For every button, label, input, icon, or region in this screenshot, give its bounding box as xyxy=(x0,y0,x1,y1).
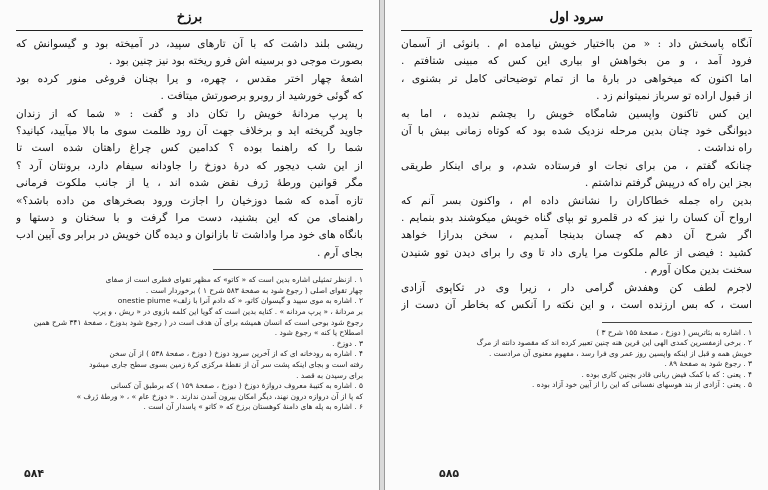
footnote-line: ۳ . دوزخ . xyxy=(332,338,363,348)
text-line: کشید : فیضی از عالم ملکوت مرا یاری داد تا وی را برای دیدن توو شنیدن xyxy=(401,246,752,259)
text-line: که گوئی خورشید از روبرو برصورتش میتافت . xyxy=(160,90,363,103)
text-line: چنانکه گفتم ، من برای نجات او فرستاده شدم، و برای اینکار طریقی xyxy=(401,159,752,172)
text-line: راهنمای من که این بشنید، دست مرا گرفت و با سخنان و دستها و xyxy=(16,212,363,225)
footnote-line: ۲ . اشاره به موی سپید و گیسوان کاتو، « که دادم آنرا با زلف» onestie piume xyxy=(117,296,363,306)
text-line: اشعهٔ چهار اختر مقدس ، چهره، و یرا بچنان فروغی منور کرده بود xyxy=(16,72,363,85)
text-line: تازه آمده که شما دوزخیان را اجازت ورود بصخرهای من داده باشد؟» xyxy=(16,194,363,207)
left-page-body xyxy=(16,36,363,413)
text-line: شما را که راهنما بوده ؟ کدامین کس چراغ راهتان شده است تا xyxy=(16,142,363,155)
text-line: جاوید گریخته اید و برخلاف جهت آن رود ظلمت سوی ما بالا میآیید، کیانید؟ xyxy=(16,125,363,138)
left-page xyxy=(0,0,380,490)
text-line: است ، که بس ارزنده است ، و این نکته را آنکس که بخاطر آن دست از xyxy=(401,299,752,312)
text-line: اما اکنون که میخواهی در بارهٔ ما از تمام توضیحاتی کامل تر بشنوی ، xyxy=(401,72,752,85)
right-page-body xyxy=(401,36,752,391)
text-line: راه نداشت . xyxy=(697,142,752,155)
text-line: مگر قوانین ورطهٔ ژرف نقض شده اند ، یا از جانب ملکوت فرمانی xyxy=(16,177,363,190)
text-line: آنگاه پاسخش داد : « من بااختیار خویش نیامده ام . بانوئی از آسمان xyxy=(401,38,752,50)
footnote-line: اصطلاح یا کنه » رجوع شود . xyxy=(274,328,363,338)
footnote-line: ۴ . یعنی : که با کمک فیض ربانی قادر بچنین کاری بوده . xyxy=(581,369,752,379)
text-line: بجای آرم . xyxy=(316,246,363,259)
text-line: از این شب دیجور که درهٔ دوزخ را جاودانه سیفام دارد، برونتان آرد ؟ xyxy=(16,159,363,172)
text-line: این کس تاکنون واپسین شامگاه خویش را بچشم ندیده ، اما به xyxy=(401,107,752,120)
footnote-divider xyxy=(213,269,363,270)
footnote-line: رفته است و بجای اینکه پشت سر آن از نقطهٔ مرکزی کرهٔ زمین بسوی سطح جاری میشود xyxy=(89,360,363,370)
footnote-line: ۵ . یعنی : آزادی از بند هوسهای نفسانی که این را از آیین خود آزاد بوده . xyxy=(532,380,752,390)
left-page-header: برزخ xyxy=(16,8,363,31)
text-line: دیوانگی خود چنان بدین مرحله نزدیک شده بود که کوتاه زمانی بیش با آن xyxy=(401,125,752,138)
footnote-line: ۲ . برخی ازمفسرین کمدی الهی این قرین هنه چنین تعبیر کرده اند که مقصود دانته از مرگ xyxy=(476,338,752,348)
footnote-line: ۶ . اشاره به پله های دامنهٔ کوهستان برزخ که « کاتو » پاسدار آن است . xyxy=(143,402,363,412)
footnote-line: ۴ . اشاره به رودخانه ای که از آخرین سرود دوزخ ( دوزخ ، صفحهٔ ۵۳۸ ) از آن سخن xyxy=(109,349,363,359)
text-line: بجز این راه که درپیش گرفتم نداشتم . xyxy=(584,177,752,190)
footnote-line: چهار تقوای اصلی ( رجوع شود به صفحهٔ ۵۸۳ شرح ۱ ) برخوردار است . xyxy=(145,285,363,295)
footnote-line: ۱ . ازنظر تمثیلی اشاره بدین است که « کاتو» که مظهر تقوای فطری است از صفای xyxy=(105,275,363,285)
text-line: بانگاه های خود مرا واداشت تا بازانوان و دیده گان خویش در برابر وی آیین ادب xyxy=(16,229,363,242)
footnote-line: ۳ . رجوع شود به صفحهٔ ۸۹ . xyxy=(664,359,752,369)
text-line: ریشی بلند داشت که با آن تارهای سپید، در آمیخته بود و گیسوانش که xyxy=(16,38,363,50)
right-page-number: ۵۸۵ xyxy=(439,467,460,480)
right-footnotes xyxy=(401,328,752,392)
footnote-line: برای رسیدن به قصد . xyxy=(296,370,363,380)
text-line: سخنت بدین مکان آورم . xyxy=(644,264,752,277)
footnote-line: رجوع شود بوحی است که انسان همیشه برای آن هدف است در ( رجوع شود بدوزخ ، صفحهٔ ۳۴۱ شرح همین xyxy=(33,317,363,327)
text-line: اگر شرح آن دهم که چسان بدینجا آمدیم ، سخن بدرازا خواهد xyxy=(401,229,752,242)
footnote-line: ۵ . اشاره به کتیبهٔ معروف دروازهٔ دوزخ ( دوزخ ، صفحهٔ ۱۵۹ ) که برطبق آن کسانی xyxy=(110,381,363,391)
right-body-text xyxy=(401,36,752,315)
left-footnotes xyxy=(16,275,363,413)
footnote-line: که پا از آن دروازه درون نهند، دیگر امکان بیرون آمدن ندارند . « دوزخ عام » ، « ورطهٔ ژرف » xyxy=(76,391,363,401)
text-line: فرود آمد ، و من بخواهش او بیاری این کس که مبینی شتافتم . xyxy=(401,55,752,68)
text-line: بصورت موجی دو برسینه اش فرو ریخته بود نیز چنین بود . xyxy=(108,55,363,68)
right-page-header: سرود اول xyxy=(401,8,752,31)
footnote-line: ۱ . اشاره به بئاتریس ( دوزخ ، صفحهٔ ۱۵۵ شرح ۳ ) xyxy=(596,327,752,337)
footnote-line: بر مردانهٔ ، « پرپ مردانه » . کنایه بدین است که گویا این کلمه بازوی در « ریش ، و پرپ xyxy=(92,307,363,317)
text-line: از قبول اراده تو سرباز نمیتوانم زد . xyxy=(596,90,752,103)
text-line: لاجرم لطف کن وهفدش گرامی دار ، زیرا وی در تکاپوی آزادی xyxy=(401,281,752,294)
footnote-line: خویش همه و قبل از اینکه واپسین روز عمر وی فرا رسد ، مفهوم معنوی آن مرادست . xyxy=(488,348,752,358)
left-page-number: ۵۸۴ xyxy=(24,467,45,480)
text-line: بدین راه جمله خطاکاران را نشانش داده ام ، واکنون بسر آنم که xyxy=(401,194,752,207)
text-line: ارواح آن کسان را نیز که در قلمرو تو بپای گناه خویش میکوشند بدو بنمایم . xyxy=(401,212,752,225)
left-body-text xyxy=(16,36,363,262)
right-page xyxy=(384,0,768,490)
footnote-divider xyxy=(602,322,752,323)
text-line: با پرپ مردانهٔ خویش را تکان داد و گفت : « شما که از زندان xyxy=(16,107,363,120)
